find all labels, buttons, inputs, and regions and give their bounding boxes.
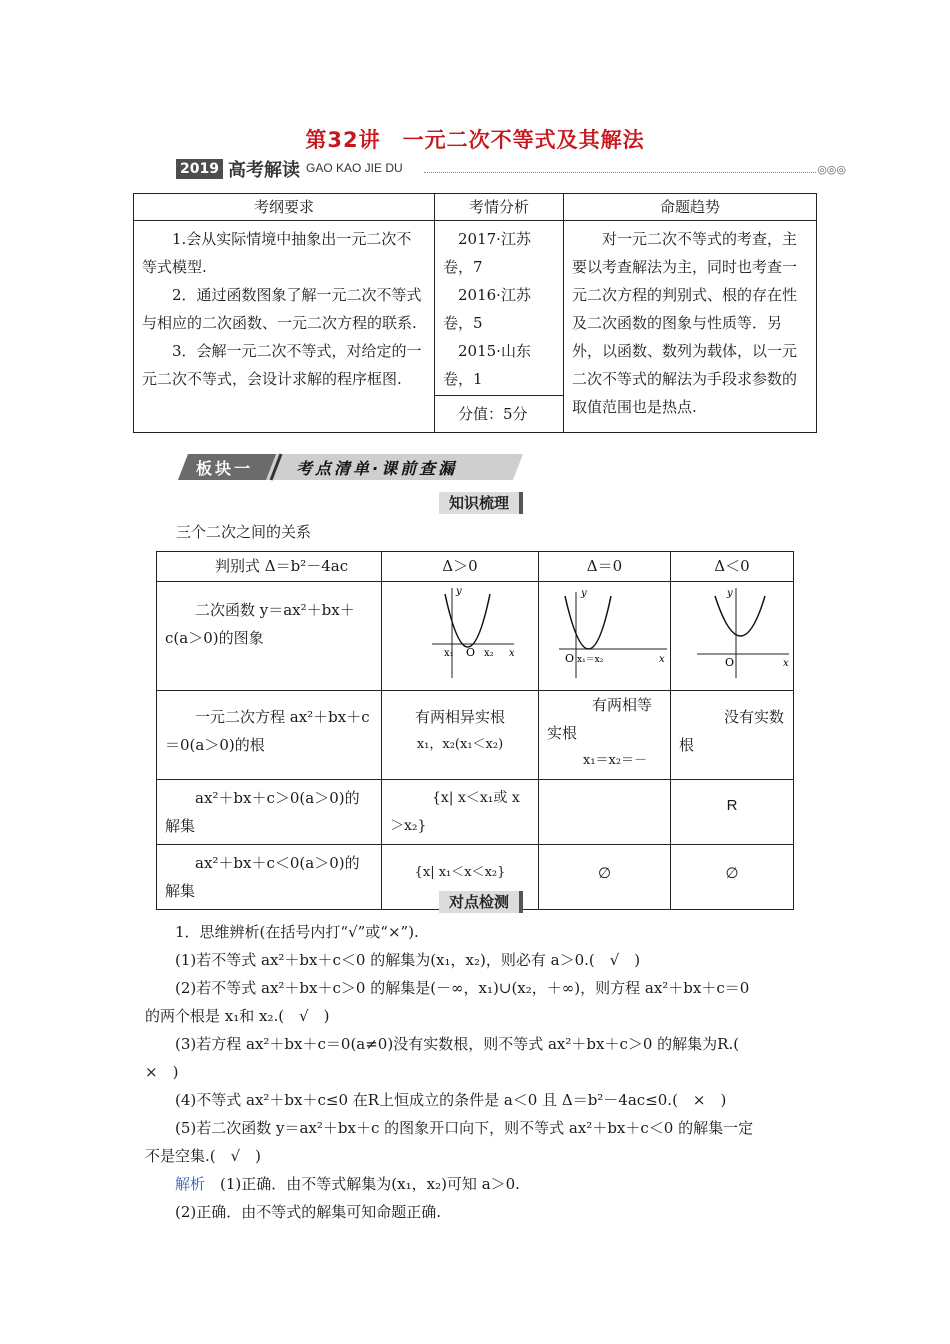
roots-positive (382, 691, 539, 780)
origin-label: O (466, 646, 476, 659)
roots-positive-text: 有两相异实根 (414, 708, 505, 726)
question-2: (2)若不等式 ax²＋bx＋c＞0 的解集是(－∞，x₁)∪(x₂，＋∞)，则方程 ax²＋bx＋c＝0 (175, 979, 750, 997)
score-cell: 分值：5分 (435, 395, 563, 432)
lt-negative (671, 845, 794, 910)
graph-positive (382, 582, 539, 691)
section-title: 考点清单·课前查漏 (296, 459, 458, 478)
header-trend: 命题趋势 (564, 194, 817, 221)
row-lt-label (157, 845, 382, 910)
col-negative: Δ＜0 (671, 552, 794, 582)
discriminant-label: 判别式 Δ＝b²－4ac (215, 557, 349, 575)
requirements-cell (134, 221, 435, 433)
graph-negative (671, 582, 794, 691)
axis-x-label-2: x (659, 654, 665, 665)
double-root-label: x₁＝x₂ (577, 655, 604, 665)
row-gt-text: ax²＋bx＋c＞0(a＞0)的解集 (165, 789, 360, 835)
requirement-2: 2．通过函数图象了解一元二次不等式与相应的二次函数、一元二次方程的联系. (142, 286, 422, 332)
col-zero: Δ＝0 (539, 552, 671, 582)
graph-two-roots (382, 582, 538, 686)
check-tag: 对点检测 (439, 891, 523, 913)
graph-zero (539, 582, 671, 691)
axis-x-label: x (509, 648, 515, 659)
axis-y-label: y (456, 586, 462, 597)
question-2-cont: 的两个根是 x₁和 x₂.( √ ) (145, 1007, 330, 1025)
intro-text: 三个二次之间的关系 (176, 523, 312, 541)
question-3: (3)若方程 ax²＋bx＋c＝0(a≠0)没有实数根，则不等式 ax²＋bx＋c＞0 的解集为R.( (175, 1035, 740, 1053)
question-3-cont: × ) (145, 1063, 179, 1081)
origin-label-2: O (565, 652, 575, 665)
discriminant-header (157, 552, 382, 582)
axis-y-label-2: y (581, 588, 587, 599)
gt-zero (539, 780, 671, 845)
analysis-3: 2015·山东卷，1 (443, 342, 531, 388)
lt-zero-text: ∅ (597, 864, 612, 882)
analysis-cell (435, 221, 564, 433)
lt-positive-text: {x| x₁＜x＜x₂} (414, 865, 506, 880)
banner-label: 高考解读 (228, 160, 300, 181)
col-positive: Δ＞0 (382, 552, 539, 582)
page-title: 第32讲 一元二次不等式及其解法 (305, 128, 645, 152)
banner-year: 2019 (176, 159, 223, 179)
x2-label: x₂ (484, 648, 494, 659)
row-lt-text: ax²＋bx＋c＜0(a＞0)的解集 (165, 854, 360, 900)
analysis-line-1 (145, 1170, 815, 1198)
trend-cell (564, 221, 817, 433)
analysis-1: 2017·江苏卷，7 (443, 230, 531, 276)
graph-double-root (539, 582, 670, 686)
lt-zero (539, 845, 671, 910)
question-4: (4)不等式 ax²＋bx＋c≤0 在R上恒成立的条件是 a＜0 且 Δ＝b²－4ac≤0.( × ) (175, 1091, 727, 1109)
roots-negative-text: 没有实数根 (679, 708, 785, 754)
analysis-1-text: (1)正确．由不等式解集为(x₁，x₂)可知 a＞0. (220, 1175, 520, 1193)
origin-label-3: O (725, 656, 735, 669)
graph-no-roots (671, 582, 793, 686)
question-5-cont: 不是空集.( √ ) (145, 1147, 262, 1165)
quadratic-relation-table (156, 551, 794, 910)
banner-label-en: GAO KAO JIE DU (306, 161, 403, 175)
section-number: 板块一 (196, 459, 254, 478)
header-requirements: 考纲要求 (134, 194, 435, 221)
question-5: (5)若二次函数 y＝ax²＋bx＋c 的图象开口向下，则不等式 ax²＋bx＋c＜0 的解集一定 (175, 1119, 754, 1137)
row-roots-text: 一元二次方程 ax²＋bx＋c＝0(a＞0)的根 (165, 708, 370, 754)
exam-banner (176, 156, 846, 182)
requirement-3: 3．会解一元二次不等式，对给定的一元二次不等式，会设计求解的程序框图. (142, 342, 422, 388)
question-1: (1)若不等式 ax²＋bx＋c＜0 的解集为(x₁，x₂)，则必有 a＞0.( √ ) (175, 951, 641, 969)
row-gt-label (157, 780, 382, 845)
roots-zero-values: x₁＝x₂＝－ (583, 753, 648, 768)
gt-negative-text: R (726, 797, 738, 814)
banner-divider (424, 172, 816, 173)
lt-negative-text: ∅ (725, 864, 739, 882)
roots-zero (539, 691, 671, 780)
x1-label: x₁ (444, 648, 454, 659)
gt-zero-text (539, 780, 670, 788)
gt-positive (382, 780, 539, 845)
roots-positive-values: x₁，x₂(x₁＜x₂) (416, 737, 504, 752)
requirement-1: 1.会从实际情境中抽象出一元二次不等式模型. (142, 230, 412, 276)
section-banner (178, 452, 523, 482)
roots-negative (671, 691, 794, 780)
gt-negative (671, 780, 794, 845)
roots-zero-text: 有两相等实根 (547, 696, 653, 742)
analysis-2: 2016·江苏卷，5 (443, 286, 531, 332)
row-graph-text: 二次函数 y＝ax²＋bx＋c(a＞0)的图象 (165, 601, 355, 647)
analysis-line-2: (2)正确．由不等式的解集可知命题正确. (175, 1203, 442, 1221)
axis-x-label-3: x (783, 658, 789, 669)
questions-block (145, 918, 815, 1226)
row-roots-label (157, 691, 382, 780)
header-analysis: 考情分析 (435, 194, 564, 221)
row-graph-label (157, 582, 382, 691)
axis-y-label-3: y (727, 588, 733, 599)
gt-positive-text: {x| x＜x₁或 x＞x₂} (390, 790, 520, 834)
knowledge-tag: 知识梳理 (439, 492, 523, 514)
banner-dots: ◎◎◎ (817, 163, 846, 176)
question-intro: 1．思维辨析(在括号内打“√”或“×”). (175, 923, 419, 941)
analysis-label: 解析 (175, 1175, 206, 1193)
trend-text: 对一元二次不等式的考查，主要以考查解法为主，同时也考查一元二次方程的判别式、根的存在性及二次函数的图象与性质等．另外，以函数、数列为载体，以一元二次不等式的解法为手段求参数的取值范围也是热点. (572, 230, 798, 416)
exam-outline-table (133, 193, 817, 433)
